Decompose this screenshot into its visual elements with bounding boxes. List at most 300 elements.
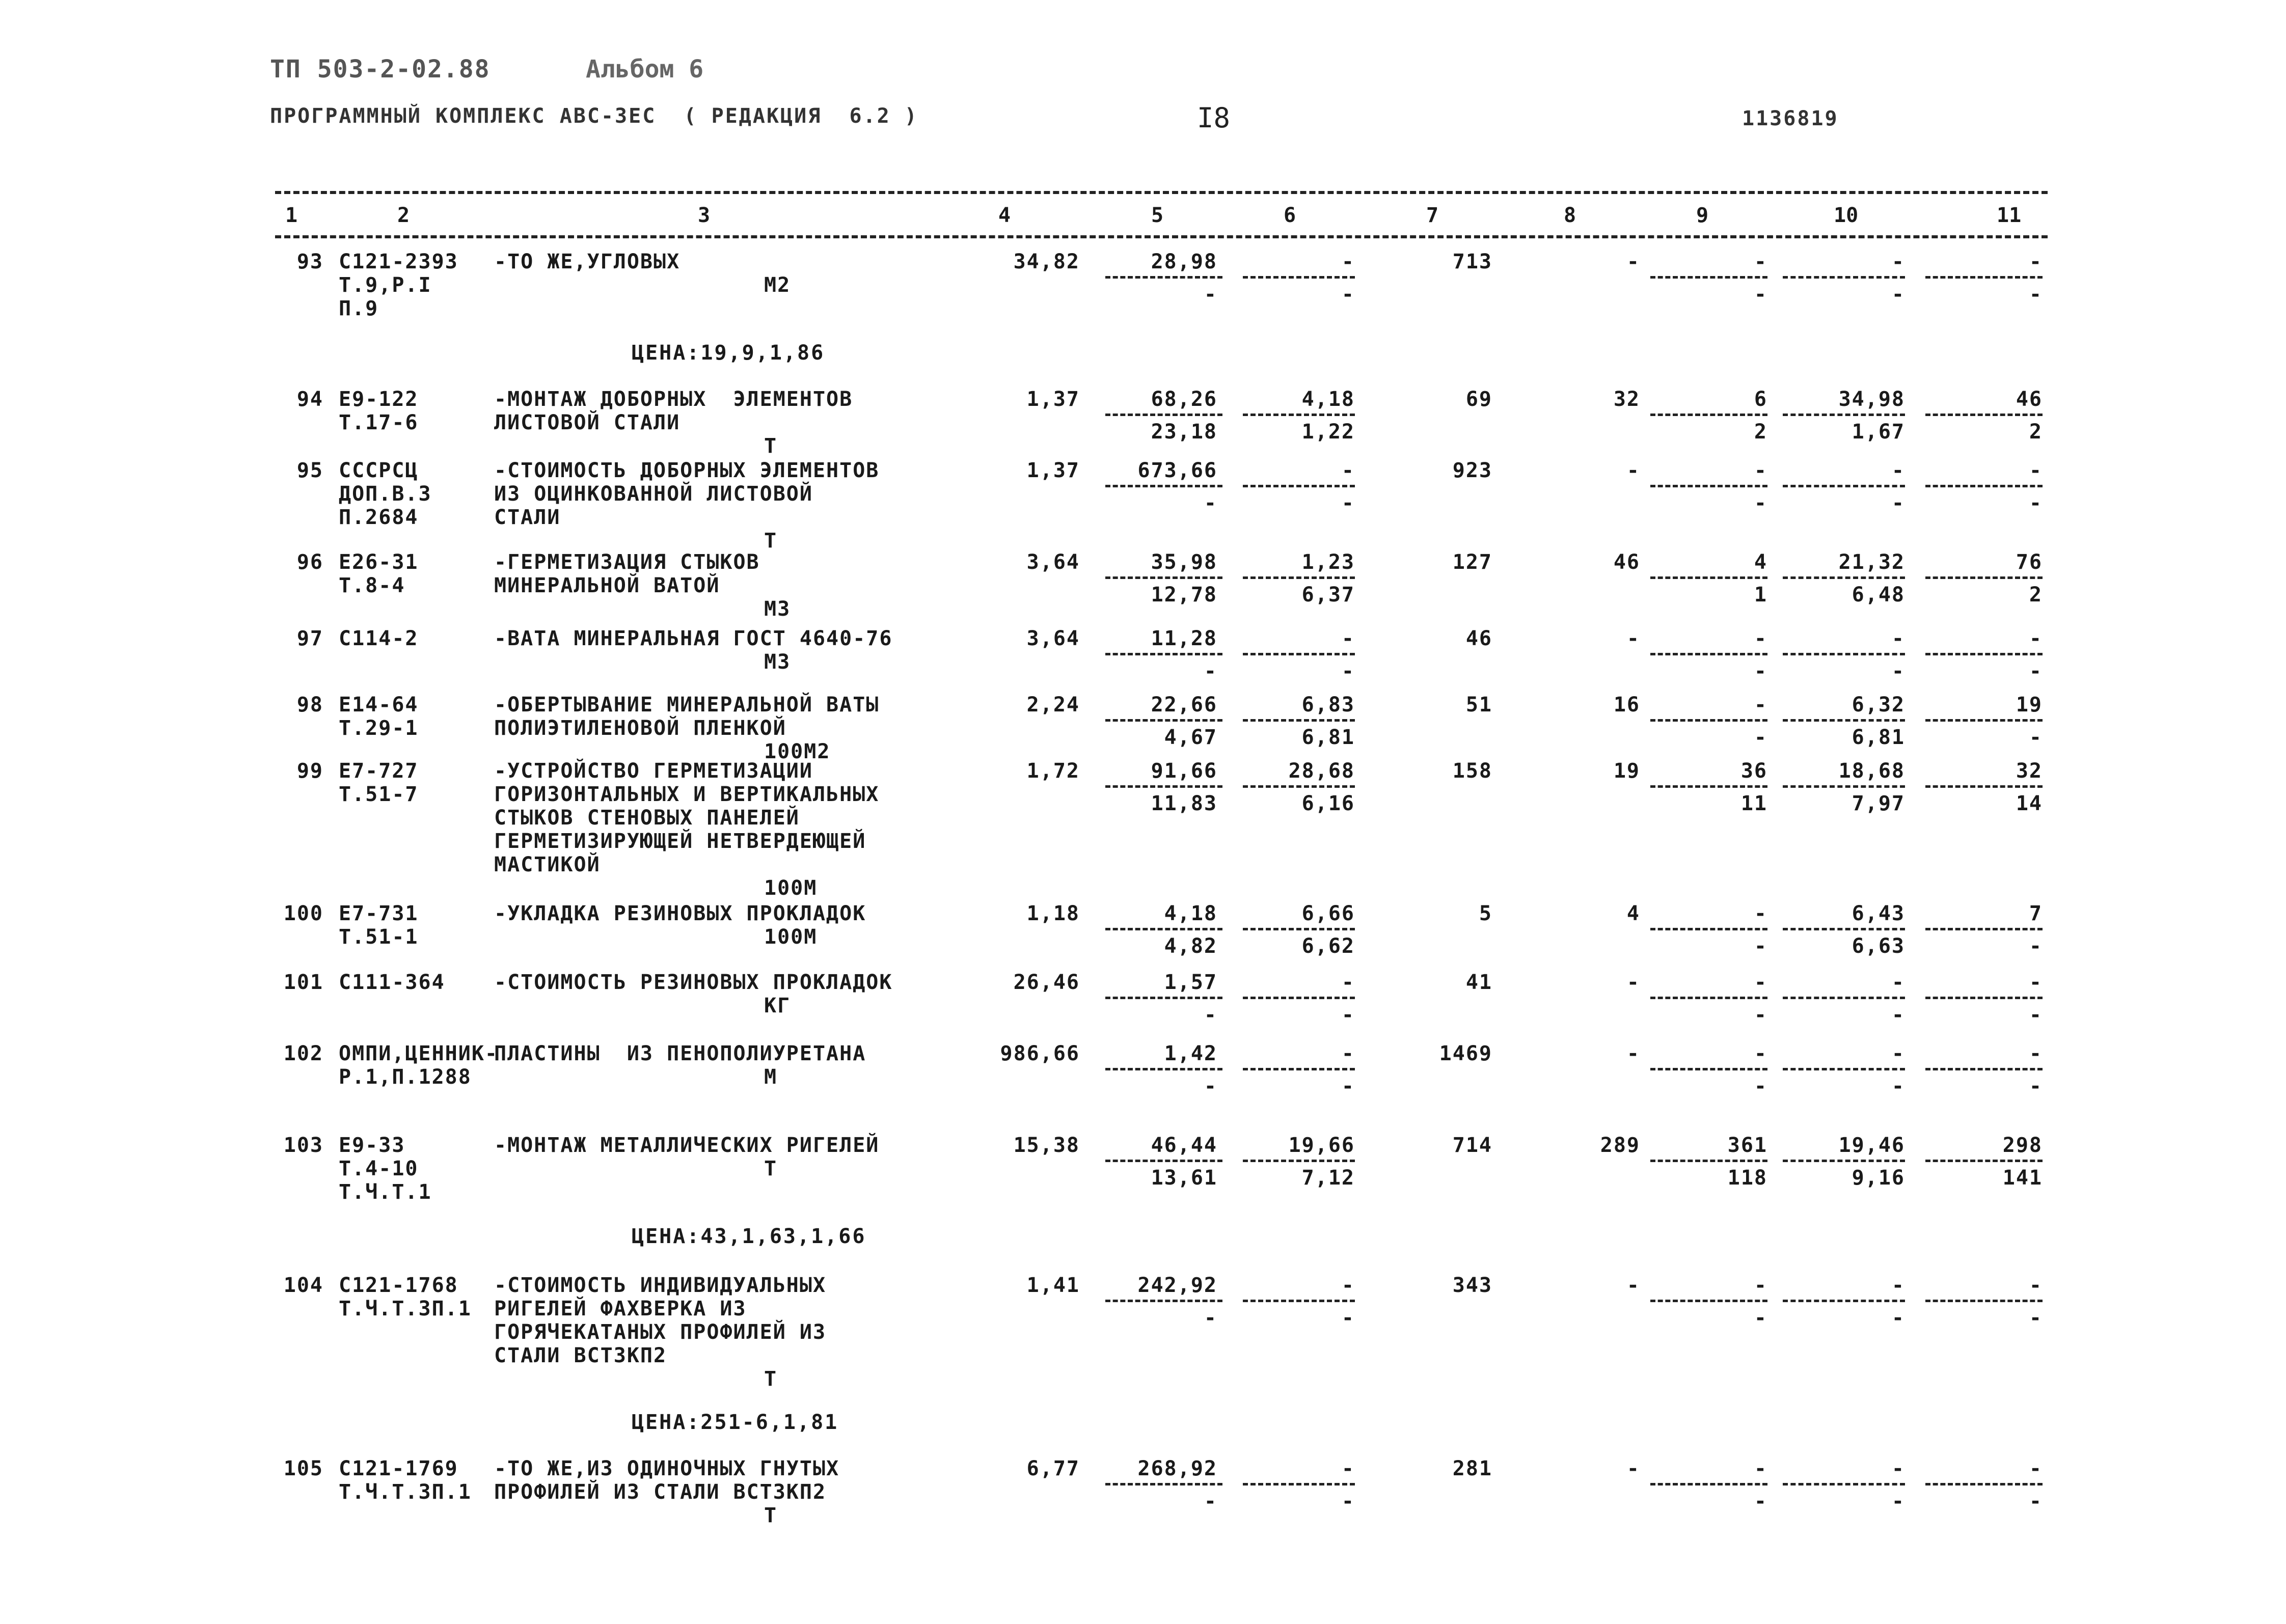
cost-value-lower: - <box>1754 1003 1767 1027</box>
norm-code: Р.1,П.1288 <box>339 1065 472 1089</box>
fraction-divider <box>1105 1300 1222 1302</box>
work-description: -ОБЕРТЫВАНИЕ МИНЕРАЛЬНОЙ ВАТЫ <box>494 693 880 717</box>
work-description: -МОНТАЖ ДОБОРНЫХ ЭЛЕМЕНТОВ <box>494 388 853 411</box>
cost-value-lower: - <box>1754 283 1767 306</box>
cost-value-lower: 2 <box>2029 583 2043 607</box>
norm-code: Т.Ч.Т.1 <box>339 1180 432 1204</box>
cost-value-lower: 11 <box>1740 792 1767 815</box>
total-cost: 46 <box>1465 627 1492 650</box>
unit-of-measure: 100М2 <box>764 740 831 763</box>
table-header-rule <box>275 235 2048 238</box>
cost-value-lower: - <box>2029 934 2043 958</box>
unit-of-measure: Т <box>764 1367 778 1391</box>
cost-value-lower: - <box>1754 934 1767 958</box>
cost-value-lower: - <box>1754 1490 1767 1513</box>
wage-cost: 289 <box>1600 1134 1640 1157</box>
cost-value-lower: - <box>1341 491 1355 515</box>
cost-value-lower: - <box>1891 659 1905 683</box>
fraction-divider <box>1243 485 1355 487</box>
fraction-divider <box>1650 653 1767 655</box>
cost-value-lower: - <box>1341 1490 1355 1513</box>
row-number: 95 <box>296 459 323 482</box>
quantity: 3,64 <box>1026 550 1080 574</box>
cost-value: - <box>1341 1457 1355 1480</box>
row-number: 103 <box>283 1134 323 1157</box>
cost-value-lower: 9,16 <box>1852 1166 1905 1190</box>
fraction-divider <box>1105 928 1222 930</box>
unit-of-measure: Т <box>764 434 778 458</box>
norm-code: Т.51-1 <box>339 925 419 949</box>
fraction-divider <box>1783 997 1905 999</box>
cost-value: 1,23 <box>1301 550 1355 574</box>
fraction-divider <box>1925 928 2043 930</box>
cost-value-lower: - <box>1204 1075 1217 1098</box>
fraction-divider <box>1650 1068 1767 1070</box>
cost-value-lower: - <box>1891 491 1905 515</box>
fraction-divider <box>1650 719 1767 722</box>
work-description: ПЛАСТИНЫ ИЗ ПЕНОПОЛИУРЕТАНА <box>494 1042 866 1065</box>
quantity: 1,18 <box>1026 902 1080 925</box>
quantity: 1,41 <box>1026 1274 1080 1297</box>
cost-value-lower: 12,78 <box>1151 583 1217 607</box>
total-cost: 713 <box>1452 250 1492 273</box>
price-note: ЦЕНА:19,9,1,86 <box>632 341 825 365</box>
work-description: -УКЛАДКА РЕЗИНОВЫХ ПРОКЛАДОК <box>494 902 866 925</box>
total-cost: 69 <box>1465 388 1492 411</box>
row-number: 105 <box>283 1457 323 1480</box>
fraction-divider <box>1105 1483 1222 1485</box>
work-description: ГЕРМЕТИЗИРУЮЩЕЙ НЕТВЕРДЕЮЩЕЙ <box>494 830 866 853</box>
cost-value: 6,43 <box>1852 902 1905 925</box>
cost-value-lower: - <box>2029 1306 2043 1330</box>
unit-of-measure: М <box>764 1065 778 1089</box>
cost-value-lower: - <box>1891 1075 1905 1098</box>
fraction-divider <box>1925 785 2043 788</box>
cost-value: 268,92 <box>1137 1457 1217 1480</box>
fraction-divider <box>1650 576 1767 579</box>
norm-code: С121-1769 <box>339 1457 458 1480</box>
fraction-divider <box>1783 414 1905 416</box>
work-description: -УСТРОЙСТВО ГЕРМЕТИЗАЦИИ <box>494 759 813 783</box>
quantity: 26,46 <box>1013 971 1080 994</box>
norm-code: С121-2393 <box>339 250 458 273</box>
norm-code: Т.9,Р.I <box>339 273 432 297</box>
cost-value: - <box>1891 971 1905 994</box>
row-number: 102 <box>283 1042 323 1065</box>
cost-value-lower: 6,81 <box>1852 726 1905 749</box>
norm-code: Е7-731 <box>339 902 419 925</box>
work-description: ИЗ ОЦИНКОВАННОЙ ЛИСТОВОЙ <box>494 482 813 506</box>
norm-code: С111-364 <box>339 971 445 994</box>
work-description: ПРОФИЛЕЙ ИЗ СТАЛИ ВСТЗКП2 <box>494 1480 827 1504</box>
cost-value: 21,32 <box>1838 550 1905 574</box>
fraction-divider <box>1925 276 2043 279</box>
cost-value: - <box>1341 971 1355 994</box>
row-number: 98 <box>296 693 323 717</box>
page-number: I8 <box>1197 102 1231 134</box>
cost-value-lower: 11,83 <box>1151 792 1217 815</box>
column-header: 9 <box>1696 204 1709 227</box>
cost-value-lower: 4,82 <box>1164 934 1217 958</box>
fraction-divider <box>1243 928 1355 930</box>
cost-value: 46 <box>2016 388 2043 411</box>
fraction-divider <box>1105 485 1222 487</box>
fraction-divider <box>1650 276 1767 279</box>
fraction-divider <box>1243 1068 1355 1070</box>
cost-value-lower: - <box>1754 491 1767 515</box>
cost-value: - <box>1754 627 1767 650</box>
cost-value-lower: 4,67 <box>1164 726 1217 749</box>
work-description: -СТОИМОСТЬ ДОБОРНЫХ ЭЛЕМЕНТОВ <box>494 459 880 482</box>
norm-code: СССРСЦ <box>339 459 419 482</box>
cost-value: - <box>2029 971 2043 994</box>
column-header: 6 <box>1284 204 1296 227</box>
cost-value: - <box>1891 627 1905 650</box>
document-code: ТП 503-2-02.88 <box>270 55 491 84</box>
fraction-divider <box>1925 1483 2043 1485</box>
cost-value: - <box>2029 627 2043 650</box>
registration-number: 1136819 <box>1742 107 1839 130</box>
cost-value: 34,98 <box>1838 388 1905 411</box>
cost-value: - <box>2029 1274 2043 1297</box>
norm-code: Е9-33 <box>339 1134 405 1157</box>
total-cost: 923 <box>1452 459 1492 482</box>
cost-value: - <box>2029 1457 2043 1480</box>
fraction-divider <box>1243 576 1355 579</box>
quantity: 1,72 <box>1026 759 1080 783</box>
norm-code: Е26-31 <box>339 550 419 574</box>
program-title: ПРОГРАММНЫЙ КОМПЛЕКС АВС-3ЕС ( РЕДАКЦИЯ 6.2 ) <box>270 104 918 128</box>
cost-value-lower: 1 <box>1754 583 1767 607</box>
unit-of-measure: 100М <box>764 925 818 949</box>
unit-of-measure: Т <box>764 1157 778 1180</box>
cost-value-lower: - <box>1891 1003 1905 1027</box>
quantity: 1,37 <box>1026 459 1080 482</box>
fraction-divider <box>1925 576 2043 579</box>
norm-code: С121-1768 <box>339 1274 458 1297</box>
cost-value-lower: 141 <box>2002 1166 2043 1190</box>
cost-value: 91,66 <box>1151 759 1217 783</box>
norm-code: ДОП.В.3 <box>339 482 432 506</box>
unit-of-measure: М3 <box>764 650 791 674</box>
cost-value-lower: - <box>1891 1306 1905 1330</box>
cost-value: - <box>1754 971 1767 994</box>
fraction-divider <box>1650 1300 1767 1302</box>
cost-value-lower: - <box>1754 659 1767 683</box>
fraction-divider <box>1783 1068 1905 1070</box>
norm-code: Е14-64 <box>339 693 419 717</box>
cost-value: 6,32 <box>1852 693 1905 717</box>
column-header: 4 <box>998 204 1011 227</box>
cost-value-lower: - <box>1754 726 1767 749</box>
fraction-divider <box>1650 414 1767 416</box>
unit-of-measure: Т <box>764 1504 778 1527</box>
fraction-divider <box>1783 485 1905 487</box>
cost-value-lower: 6,48 <box>1852 583 1905 607</box>
cost-value: 11,28 <box>1151 627 1217 650</box>
cost-value: - <box>1341 250 1355 273</box>
cost-value: - <box>1754 1457 1767 1480</box>
cost-value: 1,57 <box>1164 971 1217 994</box>
total-cost: 41 <box>1465 971 1492 994</box>
cost-value: 298 <box>2002 1134 2043 1157</box>
work-description: ПОЛИЭТИЛЕНОВОЙ ПЛЕНКОЙ <box>494 717 786 740</box>
cost-value: 6,66 <box>1301 902 1355 925</box>
cost-value: - <box>2029 459 2043 482</box>
cost-value-lower: 23,18 <box>1151 420 1217 444</box>
cost-value: - <box>1754 902 1767 925</box>
wage-cost: 32 <box>1613 388 1640 411</box>
cost-value-lower: 2 <box>2029 420 2043 444</box>
quantity: 3,64 <box>1026 627 1080 650</box>
work-description: -СТОИМОСТЬ ИНДИВИДУАЛЬНЫХ <box>494 1274 827 1297</box>
cost-value-lower: 1,67 <box>1852 420 1905 444</box>
fraction-divider <box>1783 1300 1905 1302</box>
cost-value-lower: 1,22 <box>1301 420 1355 444</box>
work-description: РИГЕЛЕЙ ФАХВЕРКА ИЗ <box>494 1297 747 1320</box>
fraction-divider <box>1105 1160 1222 1162</box>
fraction-divider <box>1783 1483 1905 1485</box>
cost-value-lower: - <box>2029 726 2043 749</box>
cost-value: - <box>1891 459 1905 482</box>
cost-value-lower: - <box>1341 1075 1355 1098</box>
quantity: 986,66 <box>1000 1042 1080 1065</box>
wage-cost: 4 <box>1626 902 1640 925</box>
fraction-divider <box>1783 785 1905 788</box>
norm-code: Е9-122 <box>339 388 419 411</box>
column-header: 8 <box>1564 204 1576 227</box>
quantity: 2,24 <box>1026 693 1080 717</box>
cost-value: 19 <box>2016 693 2043 717</box>
album-label: Альбом 6 <box>586 55 704 84</box>
price-note: ЦЕНА:251-6,1,81 <box>632 1411 839 1434</box>
quantity: 15,38 <box>1013 1134 1080 1157</box>
cost-value: 6 <box>1754 388 1767 411</box>
cost-value-lower: - <box>1754 1306 1767 1330</box>
unit-of-measure: 100М <box>764 876 818 900</box>
column-header: 7 <box>1426 204 1439 227</box>
fraction-divider <box>1105 719 1222 722</box>
cost-value: - <box>1341 1274 1355 1297</box>
fraction-divider <box>1105 1068 1222 1070</box>
norm-code: Т.4-10 <box>339 1157 419 1180</box>
cost-value: 46,44 <box>1151 1134 1217 1157</box>
wage-cost: - <box>1626 1274 1640 1297</box>
quantity: 6,77 <box>1026 1457 1080 1480</box>
unit-of-measure: КГ <box>764 994 791 1017</box>
wage-cost: 16 <box>1613 693 1640 717</box>
cost-value: - <box>2029 250 2043 273</box>
unit-of-measure: М2 <box>764 273 791 297</box>
cost-value-lower: - <box>1204 1306 1217 1330</box>
cost-value: 242,92 <box>1137 1274 1217 1297</box>
fraction-divider <box>1105 276 1222 279</box>
fraction-divider <box>1783 1160 1905 1162</box>
norm-code: Е7-727 <box>339 759 419 783</box>
unit-of-measure: М3 <box>764 597 791 621</box>
norm-code: Т.Ч.Т.3П.1 <box>339 1297 472 1320</box>
cost-value: 35,98 <box>1151 550 1217 574</box>
cost-value-lower: - <box>1204 283 1217 306</box>
norm-code: П.2684 <box>339 506 419 529</box>
fraction-divider <box>1783 276 1905 279</box>
wage-cost: - <box>1626 627 1640 650</box>
table-top-rule <box>275 191 2048 194</box>
work-description: -ТО ЖЕ,УГЛОВЫХ <box>494 250 681 273</box>
fraction-divider <box>1243 1300 1355 1302</box>
fraction-divider <box>1243 719 1355 722</box>
fraction-divider <box>1925 1160 2043 1162</box>
row-number: 93 <box>296 250 323 273</box>
cost-value: - <box>1341 1042 1355 1065</box>
fraction-divider <box>1105 653 1222 655</box>
total-cost: 714 <box>1452 1134 1492 1157</box>
column-header: 11 <box>1997 204 2022 227</box>
quantity: 1,37 <box>1026 388 1080 411</box>
wage-cost: - <box>1626 250 1640 273</box>
cost-value: - <box>1754 693 1767 717</box>
fraction-divider <box>1925 719 2043 722</box>
cost-value-lower: - <box>1891 1490 1905 1513</box>
price-note: ЦЕНА:43,1,63,1,66 <box>632 1225 866 1248</box>
fraction-divider <box>1243 1160 1355 1162</box>
row-number: 100 <box>283 902 323 925</box>
row-number: 97 <box>296 627 323 650</box>
work-description: -СТОИМОСТЬ РЕЗИНОВЫХ ПРОКЛАДОК <box>494 971 893 994</box>
cost-value-lower: - <box>1204 491 1217 515</box>
norm-code: Т.8-4 <box>339 574 405 597</box>
fraction-divider <box>1783 576 1905 579</box>
cost-value: 7 <box>2029 902 2043 925</box>
fraction-divider <box>1650 997 1767 999</box>
cost-value: 673,66 <box>1137 459 1217 482</box>
cost-value: - <box>1891 1042 1905 1065</box>
cost-value: 28,68 <box>1288 759 1355 783</box>
work-description: МАСТИКОЙ <box>494 853 601 876</box>
column-header: 3 <box>698 204 711 227</box>
cost-value-lower: 2 <box>1754 420 1767 444</box>
cost-value: - <box>1341 627 1355 650</box>
cost-value-lower: - <box>2029 1075 2043 1098</box>
cost-value: 4,18 <box>1301 388 1355 411</box>
cost-value-lower: 13,61 <box>1151 1166 1217 1190</box>
cost-value: 19,46 <box>1838 1134 1905 1157</box>
norm-code: П.9 <box>339 297 379 320</box>
cost-value: - <box>1754 1274 1767 1297</box>
wage-cost: - <box>1626 1457 1640 1480</box>
cost-value-lower: - <box>2029 491 2043 515</box>
fraction-divider <box>1105 414 1222 416</box>
total-cost: 5 <box>1479 902 1492 925</box>
wage-cost: 19 <box>1613 759 1640 783</box>
total-cost: 1469 <box>1439 1042 1492 1065</box>
fraction-divider <box>1105 576 1222 579</box>
cost-value-lower: - <box>1204 659 1217 683</box>
work-description: ГОРИЗОНТАЛЬНЫХ И ВЕРТИКАЛЬНЫХ <box>494 783 880 806</box>
unit-of-measure: Т <box>764 529 778 553</box>
column-header: 2 <box>397 204 410 227</box>
fraction-divider <box>1243 1483 1355 1485</box>
fraction-divider <box>1243 414 1355 416</box>
total-cost: 51 <box>1465 693 1492 717</box>
cost-value: 4 <box>1754 550 1767 574</box>
total-cost: 127 <box>1452 550 1492 574</box>
work-description: -ВАТА МИНЕРАЛЬНАЯ ГОСТ 4640-76 <box>494 627 893 650</box>
work-description: СТЫКОВ СТЕНОВЫХ ПАНЕЛЕЙ <box>494 806 800 830</box>
cost-value-lower: - <box>2029 1003 2043 1027</box>
work-description: МИНЕРАЛЬНОЙ ВАТОЙ <box>494 574 720 597</box>
cost-value-lower: - <box>1341 659 1355 683</box>
cost-value-lower: - <box>1891 283 1905 306</box>
row-number: 94 <box>296 388 323 411</box>
cost-value: 22,66 <box>1151 693 1217 717</box>
fraction-divider <box>1105 997 1222 999</box>
column-header-row <box>275 204 2048 229</box>
total-cost: 158 <box>1452 759 1492 783</box>
cost-value: - <box>1891 1457 1905 1480</box>
column-header: 5 <box>1151 204 1164 227</box>
cost-value: - <box>1754 250 1767 273</box>
fraction-divider <box>1925 414 2043 416</box>
work-description: -ТО ЖЕ,ИЗ ОДИНОЧНЫХ ГНУТЫХ <box>494 1457 840 1480</box>
norm-code: Т.51-7 <box>339 783 419 806</box>
cost-value: - <box>1754 1042 1767 1065</box>
cost-value-lower: 14 <box>2016 792 2043 815</box>
cost-value: 36 <box>1740 759 1767 783</box>
fraction-divider <box>1925 485 2043 487</box>
work-description: -ГЕРМЕТИЗАЦИЯ СТЫКОВ <box>494 550 760 574</box>
cost-value: 32 <box>2016 759 2043 783</box>
work-description: -МОНТАЖ МЕТАЛЛИЧЕСКИХ РИГЕЛЕЙ <box>494 1134 880 1157</box>
work-description: ГОРЯЧЕКАТАНЫХ ПРОФИЛЕЙ ИЗ <box>494 1320 827 1344</box>
fraction-divider <box>1105 785 1222 788</box>
fraction-divider <box>1783 928 1905 930</box>
wage-cost: - <box>1626 971 1640 994</box>
cost-value: 361 <box>1727 1134 1767 1157</box>
cost-value: 28,98 <box>1151 250 1217 273</box>
wage-cost: - <box>1626 459 1640 482</box>
fraction-divider <box>1650 1160 1767 1162</box>
work-description: СТАЛИ <box>494 506 561 529</box>
norm-code: ОМПИ,ЦЕННИК- <box>339 1042 498 1065</box>
column-header: 10 <box>1834 204 1859 227</box>
cost-value: 6,83 <box>1301 693 1355 717</box>
cost-value-lower: - <box>2029 1490 2043 1513</box>
row-number: 96 <box>296 550 323 574</box>
fraction-divider <box>1243 276 1355 279</box>
cost-value-lower: 6,63 <box>1852 934 1905 958</box>
norm-code: Т.17-6 <box>339 411 419 434</box>
quantity: 34,82 <box>1013 250 1080 273</box>
column-header: 1 <box>285 204 298 227</box>
cost-value-lower: 7,12 <box>1301 1166 1355 1190</box>
cost-value: - <box>1891 1274 1905 1297</box>
fraction-divider <box>1925 1068 2043 1070</box>
fraction-divider <box>1925 1300 2043 1302</box>
cost-value: - <box>1754 459 1767 482</box>
cost-value-lower: - <box>1341 1306 1355 1330</box>
cost-value: 19,66 <box>1288 1134 1355 1157</box>
fraction-divider <box>1925 997 2043 999</box>
cost-value-lower: 6,62 <box>1301 934 1355 958</box>
cost-value-lower: 7,97 <box>1852 792 1905 815</box>
total-cost: 343 <box>1452 1274 1492 1297</box>
cost-value-lower: - <box>2029 283 2043 306</box>
row-number: 99 <box>296 759 323 783</box>
norm-code: Т.Ч.Т.3П.1 <box>339 1480 472 1504</box>
row-number: 104 <box>283 1274 323 1297</box>
cost-value: - <box>1891 250 1905 273</box>
